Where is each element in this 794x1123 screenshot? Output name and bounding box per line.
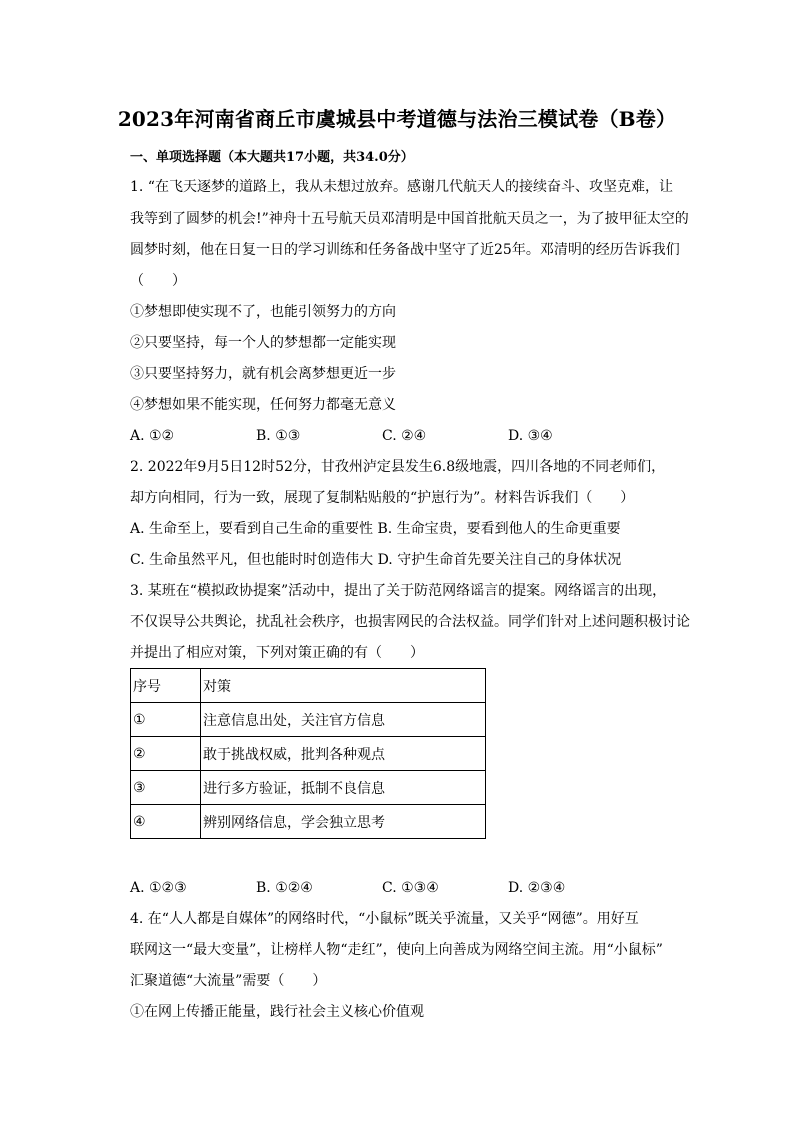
q2-line-2: 却方向相同，行为一致，展现了复制粘贴般的“护崽行为”。材料告诉我们（ ） bbox=[130, 490, 635, 506]
q3-line-2: 不仅误导公共舆论，扰乱社会秩序，也损害网民的合法权益。同学们针对上述问题积极讨论 bbox=[130, 614, 690, 630]
q1-line-2: 我等到了圆梦的机会!”神舟十五号航天员邓清明是中国首批航天员之一，为了披甲征太空的 bbox=[130, 211, 689, 227]
page-title: 2023年河南省商丘市虞城县中考道德与法治三模试卷（B卷） bbox=[117, 107, 677, 131]
q3-option-b: B. ①②④ bbox=[256, 880, 313, 896]
table-cell: 进行多方验证，抵制不良信息 bbox=[201, 771, 486, 805]
q1-option-a: A. ①② bbox=[130, 428, 175, 444]
q4-line-3: 汇聚道德“大流量”需要（ ） bbox=[130, 973, 327, 989]
q3-option-c: C. ①③④ bbox=[382, 880, 439, 896]
table-header-row bbox=[131, 669, 486, 703]
table-cell: 辨别网络信息，学会独立思考 bbox=[201, 805, 486, 839]
q2-line-1: 2. 2022年9月5日12时52分，甘孜州泸定县发生6.8级地震，四川各地的不同老师们， bbox=[130, 459, 666, 475]
table-row bbox=[131, 703, 486, 737]
table-header-cell: 对策 bbox=[201, 669, 486, 703]
table-cell: 敢于挑战权威，批判各种观点 bbox=[201, 737, 486, 771]
table-row bbox=[131, 771, 486, 805]
section-heading: 一、单项选择题（本大题共17小题，共34.0分） bbox=[130, 150, 414, 165]
q1-option-b: B. ①③ bbox=[256, 428, 301, 444]
table-header-cell: 序号 bbox=[131, 669, 201, 703]
q1-item-4: ④梦想如果不能实现，任何努力都毫无意义 bbox=[130, 397, 396, 413]
q3-table bbox=[130, 668, 486, 839]
q1-option-d: D. ③④ bbox=[508, 428, 553, 444]
table-row bbox=[131, 805, 486, 839]
q1-item-1: ①梦想即使实现不了，也能引领努力的方向 bbox=[130, 304, 396, 320]
q1-line-1: 1. “在飞天逐梦的道路上，我从未想过放弃。感谢几代航天人的接续奋斗、攻坚克难，让 bbox=[130, 179, 673, 195]
q3-line-3: 并提出了相应对策，下列对策正确的有（ ） bbox=[130, 645, 424, 661]
q1-line-3: 圆梦时刻，他在日复一日的学习训练和任务备战中坚守了近25年。邓清明的经历告诉我们 bbox=[130, 242, 680, 258]
q2-options-ab: A. 生命至上，要看到自己生命的重要性 B. 生命宝贵，要看到他人的生命更重要 bbox=[130, 521, 621, 537]
table-cell: ③ bbox=[131, 771, 201, 805]
q1-item-3: ③只要坚持努力，就有机会离梦想更近一步 bbox=[130, 366, 396, 382]
q2-options-cd: C. 生命虽然平凡，但也能时时创造伟大 D. 守护生命首先要关注自己的身体状况 bbox=[130, 552, 622, 568]
table-cell: ④ bbox=[131, 805, 201, 839]
table-cell: 注意信息出处，关注官方信息 bbox=[201, 703, 486, 737]
table-row bbox=[131, 737, 486, 771]
q1-line-4: （ ） bbox=[130, 273, 186, 289]
q4-line-1: 4. 在“人人都是自媒体”的网络时代，“小鼠标”既关乎流量，又关乎“网德”。用好互 bbox=[130, 911, 639, 927]
q4-item-1: ①在网上传播正能量，践行社会主义核心价值观 bbox=[130, 1004, 424, 1020]
q3-option-d: D. ②③④ bbox=[508, 880, 566, 896]
table-cell: ② bbox=[131, 737, 201, 771]
q3-option-a: A. ①②③ bbox=[130, 880, 187, 896]
q1-option-c: C. ②④ bbox=[382, 428, 427, 444]
q1-item-2: ②只要坚持，每一个人的梦想都一定能实现 bbox=[130, 335, 396, 351]
q4-line-2: 联网这一“最大变量”，让榜样人物“走红”，使向上向善成为网络空间主流。用“小鼠标” bbox=[130, 942, 663, 958]
table-cell: ① bbox=[131, 703, 201, 737]
q3-line-1: 3. 某班在“模拟政协提案”活动中，提出了关于防范网络谣言的提案。网络谣言的出现， bbox=[130, 583, 667, 599]
